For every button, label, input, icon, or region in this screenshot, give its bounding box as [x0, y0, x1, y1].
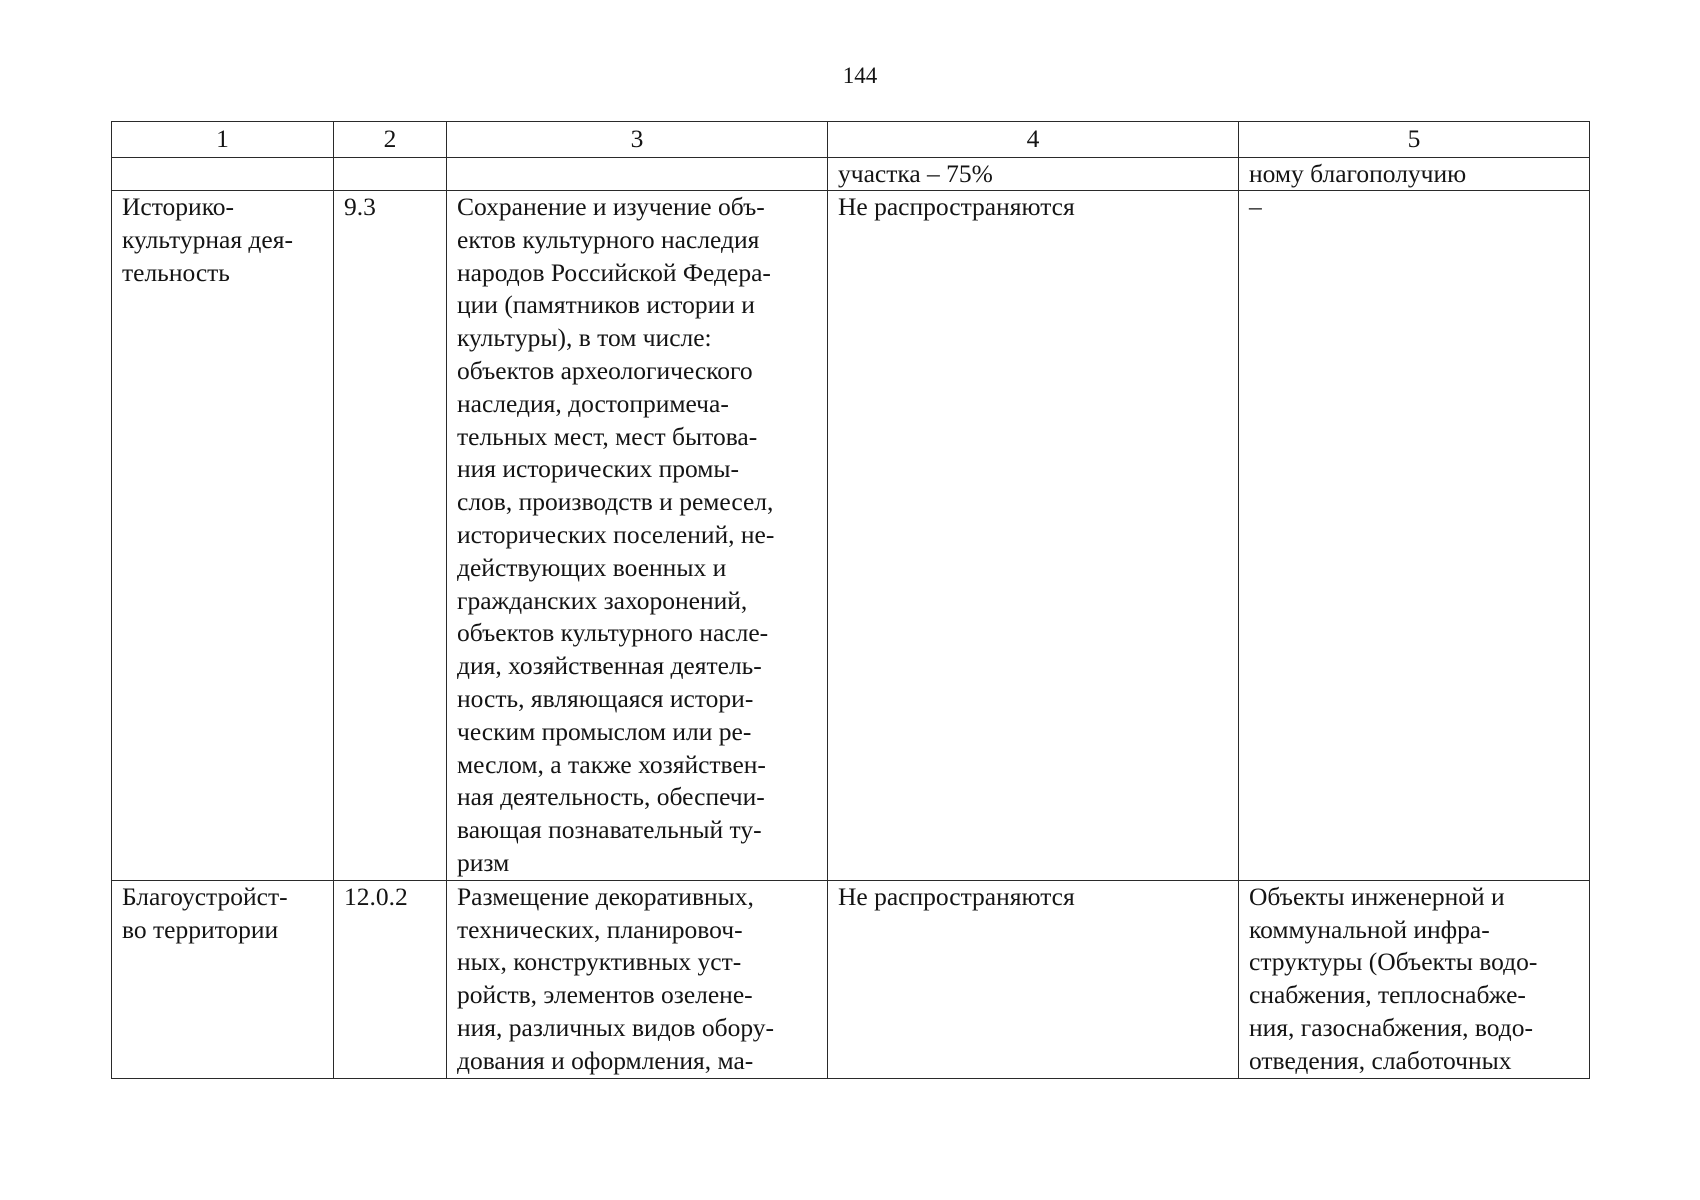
- cell-line: культурная дея-: [122, 224, 293, 254]
- land-use-name-cell: [112, 191, 334, 881]
- land-use-description-cell: [447, 880, 828, 1078]
- table-row: [112, 191, 1590, 881]
- cell-line: коммунальной инфра-: [1249, 914, 1490, 944]
- cell-line: Благоустройст-: [122, 881, 288, 911]
- column-header-4: 4: [828, 122, 1239, 158]
- cell-line: Историко-: [122, 192, 235, 221]
- column-header-5: 5: [1239, 122, 1590, 158]
- cell-line: ции (памятников истории и: [457, 290, 755, 320]
- cell-line: снабжения, теплоснабже-: [1249, 980, 1526, 1010]
- continuation-cell-2: [334, 158, 447, 191]
- cell-line: дия, хозяйственная деятель-: [457, 651, 762, 681]
- land-use-code-cell: 9.3: [334, 191, 447, 881]
- cell-line: действующих военных и: [457, 552, 727, 582]
- table-row: [112, 880, 1590, 1078]
- cell-line: объектов археологического: [457, 355, 753, 385]
- cell-line: исторических поселений, не-: [457, 519, 775, 549]
- cell-line: ектов культурного наследия: [457, 224, 760, 254]
- cell-line: ность, являющаяся истори-: [457, 683, 754, 713]
- column-header-1: 1: [112, 122, 334, 158]
- page-number: 144: [842, 63, 878, 88]
- cell-line: ная деятельность, обеспечи-: [457, 782, 765, 812]
- cell-line: дования и оформления, ма-: [457, 1045, 754, 1075]
- land-use-name-cell: [112, 880, 334, 1078]
- cell-line: слов, производств и ремесел,: [457, 487, 774, 517]
- column-header-2: 2: [334, 122, 447, 158]
- column-header-3: 3: [447, 122, 828, 158]
- auxiliary-uses-cell: [1239, 880, 1590, 1078]
- cell-line: ройств, элементов озелене-: [457, 980, 753, 1010]
- continuation-row: [112, 158, 1590, 191]
- cell-line: объектов культурного насле-: [457, 618, 769, 648]
- cell-line: тельность: [122, 257, 230, 287]
- cell-line: ния, газоснабжения, водо-: [1249, 1012, 1533, 1042]
- cell-line: отведения, слаботочных: [1249, 1045, 1512, 1075]
- continuation-cell-4: участка – 75%: [828, 158, 1239, 191]
- land-use-table: [111, 121, 1590, 1079]
- cell-line: культуры), в том числе:: [457, 323, 712, 353]
- cell-line: вающая познавательный ту-: [457, 815, 762, 845]
- cell-line: народов Российской Федера-: [457, 257, 771, 287]
- land-use-description-cell: [447, 191, 828, 881]
- continuation-cell-1: [112, 158, 334, 191]
- cell-line: ческим промыслом или ре-: [457, 716, 752, 746]
- cell-line: –: [1249, 192, 1262, 221]
- cell-line: гражданских захоронений,: [457, 585, 748, 615]
- cell-line: ния исторических промы-: [457, 454, 739, 484]
- cell-line: ния, различных видов обору-: [457, 1012, 774, 1042]
- parameters-cell: Не распространяются: [828, 880, 1239, 1078]
- cell-line: ных, конструктивных уст-: [457, 947, 742, 977]
- land-use-code-cell: 12.0.2: [334, 880, 447, 1078]
- cell-line: во территории: [122, 914, 279, 944]
- cell-line: структуры (Объекты водо-: [1249, 947, 1538, 977]
- cell-line: наследия, достопримеча-: [457, 388, 729, 418]
- cell-line: тельных мест, мест бытова-: [457, 421, 758, 451]
- cell-line: технических, планировоч-: [457, 914, 743, 944]
- cell-line: Размещение декоративных,: [457, 881, 754, 911]
- auxiliary-uses-cell: [1239, 191, 1590, 881]
- cell-line: меслом, а также хозяйствен-: [457, 749, 766, 779]
- cell-line: ризм: [457, 847, 510, 877]
- cell-line: Объекты инженерной и: [1249, 881, 1505, 911]
- table-header-row: [112, 122, 1590, 158]
- parameters-cell: Не распространяются: [828, 191, 1239, 881]
- continuation-cell-3: [447, 158, 828, 191]
- continuation-cell-5: ному благополучию: [1239, 158, 1590, 191]
- cell-line: Сохранение и изучение объ-: [457, 192, 765, 221]
